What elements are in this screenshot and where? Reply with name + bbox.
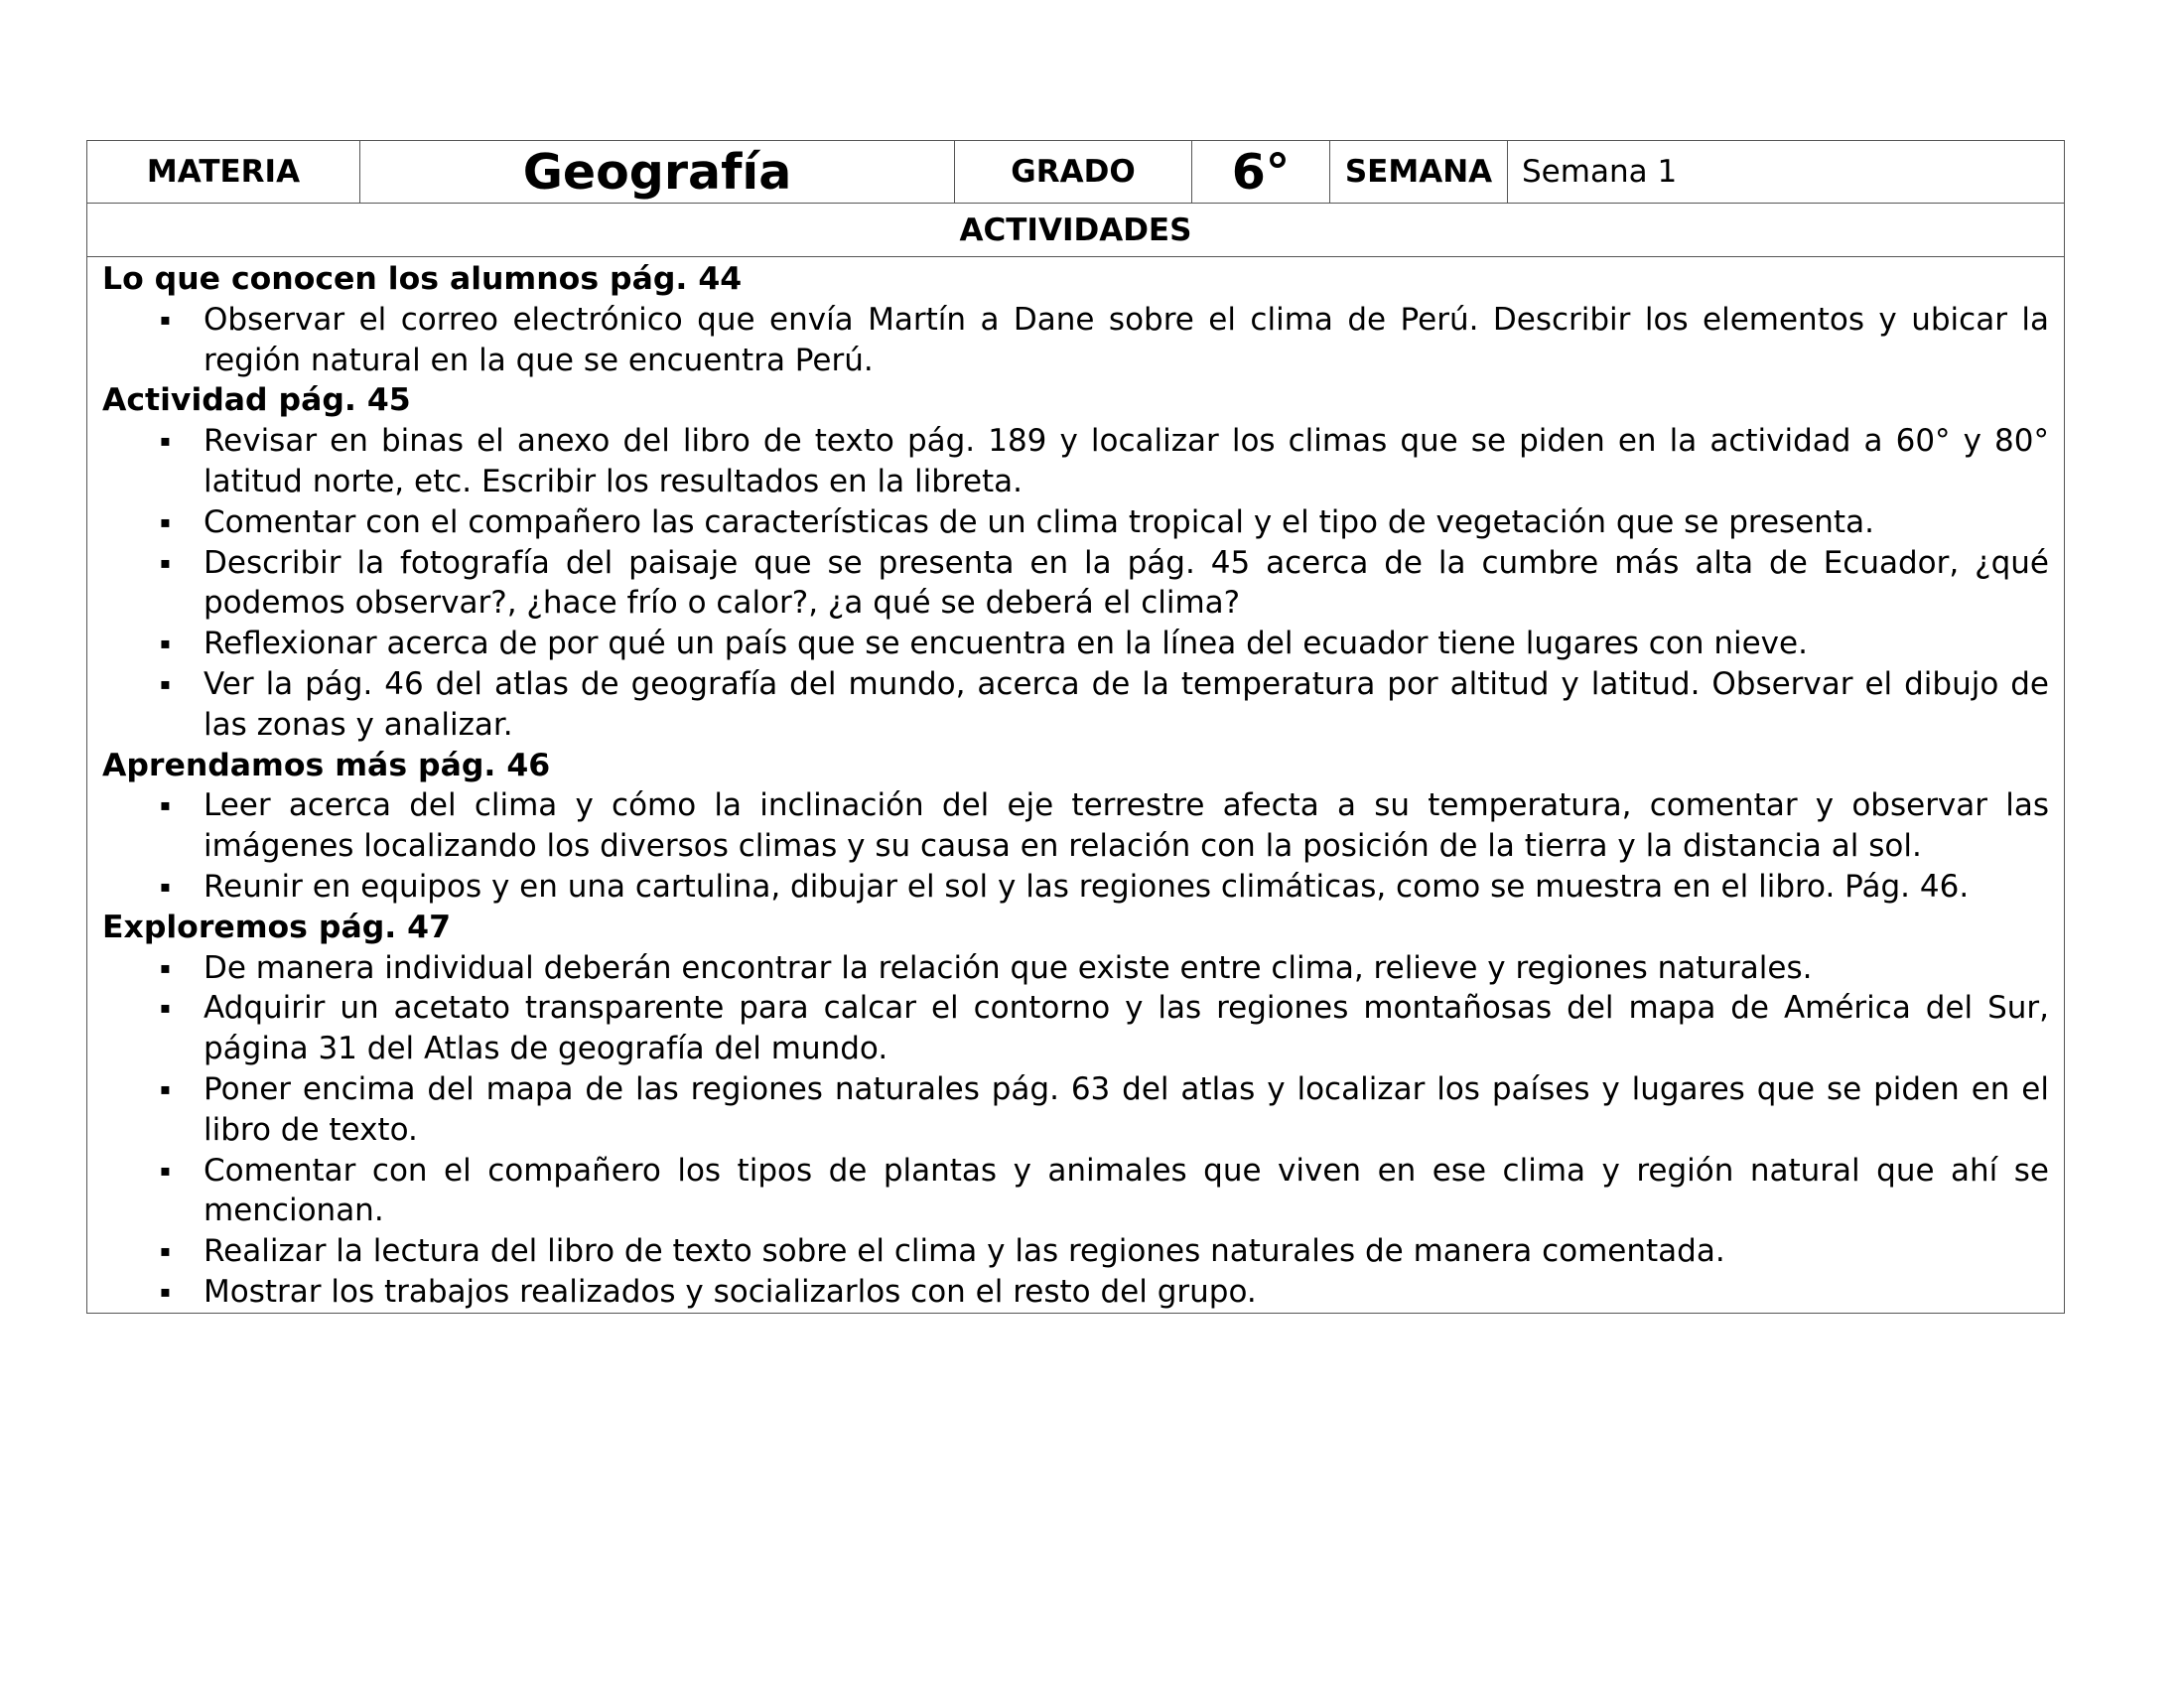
- grado-label: GRADO: [955, 141, 1192, 203]
- square-bullet-icon: ▪: [160, 1241, 171, 1261]
- list-item-text: Adquirir un acetato transparente para calcar el contorno y las regiones montañosas del mapa de América del Sur, página 31 del Atlas de geografía del mundo.: [204, 990, 2049, 1067]
- list-item-text: Reflexionar acerca de por qué un país que se encuentra en la línea del ecuador tiene lugares con nieve.: [204, 626, 1808, 662]
- square-bullet-icon: ▪: [160, 1078, 171, 1098]
- list-item: [102, 664, 2049, 746]
- list-item-text: Poner encima del mapa de las regiones naturales pág. 63 del atlas y localizar los países y lugares que se piden en el libro de texto.: [204, 1070, 2049, 1148]
- semana-value: Semana 1: [1522, 154, 1678, 190]
- header-row: [87, 141, 2064, 204]
- list-item-text: Ver la pág. 46 del atlas de geografía del mundo, acerca de la temperatura por altitud y latitud. Observar el dibujo de las zonas y analizar.: [204, 665, 2049, 743]
- section-list: [102, 785, 2049, 907]
- list-item-text: Comentar con el compañero los tipos de plantas y animales que viven en ese clima y región natural que ahí se mencionan.: [204, 1152, 2049, 1229]
- list-item-text: Observar el correo electrónico que envía Martín a Dane sobre el clima de Perú. Describir los elementos y ubicar la región natural en la que se encuentra Perú.: [204, 301, 2049, 378]
- square-bullet-icon: ▪: [160, 1160, 171, 1180]
- section-title: Aprendamos más pág. 46: [102, 747, 551, 783]
- grado-value: 6°: [1192, 141, 1330, 203]
- section-title: Lo que conocen los alumnos pág. 44: [102, 261, 743, 297]
- list-item-text: Leer acerca del clima y cómo la inclinación del eje terrestre afecta a su temperatura, comentar y observar las imágenes localizando los diversos climas y su causa en relación con la posición de la tierra y la distancia al sol.: [204, 787, 2049, 865]
- square-bullet-icon: ▪: [160, 673, 171, 693]
- list-item-text: De manera individual deberán encontrar la relación que existe entre clima, relieve y regiones naturales.: [204, 949, 1813, 986]
- section-title: Actividad pág. 45: [102, 382, 411, 419]
- square-bullet-icon: ▪: [160, 876, 171, 896]
- section-title: Exploremos pág. 47: [102, 909, 452, 945]
- list-item-text: Realizar la lectura del libro de texto sobre el clima y las regiones naturales de manera comentada.: [204, 1233, 1725, 1270]
- list-item: [102, 1069, 2049, 1151]
- section-list: [102, 948, 2049, 1313]
- list-item: [102, 1231, 2049, 1272]
- list-item: [102, 624, 2049, 664]
- list-item-text: Comentar con el compañero las características de un clima tropical y el tipo de vegetación que se presenta.: [204, 503, 1874, 540]
- list-item: [102, 988, 2049, 1069]
- square-bullet-icon: ▪: [160, 795, 171, 815]
- list-item: [102, 421, 2049, 502]
- list-item: [102, 502, 2049, 543]
- square-bullet-icon: ▪: [160, 1281, 171, 1301]
- list-item: [102, 867, 2049, 908]
- section-list: [102, 300, 2049, 381]
- list-item: [102, 1272, 2049, 1313]
- list-item-text: Revisar en binas el anexo del libro de texto pág. 189 y localizar los climas que se piden en la actividad a 60° y 80° latitud norte, etc. Escribir los resultados en la libreta.: [204, 423, 2049, 499]
- list-item: [102, 300, 2049, 381]
- lesson-plan-table: [86, 140, 2065, 1314]
- square-bullet-icon: ▪: [160, 431, 171, 451]
- square-bullet-icon: ▪: [160, 998, 171, 1018]
- list-item-text: Reunir en equipos y en una cartulina, dibujar el sol y las regiones climáticas, como se muestra en el libro. Pág. 46.: [204, 868, 1970, 905]
- activities-content: [87, 257, 2064, 1313]
- square-bullet-icon: ▪: [160, 633, 171, 653]
- section-list: [102, 421, 2049, 745]
- square-bullet-icon: ▪: [160, 309, 171, 329]
- square-bullet-icon: ▪: [160, 552, 171, 572]
- activities-title: ACTIVIDADES: [87, 204, 2064, 257]
- semana-label: SEMANA: [1330, 141, 1508, 203]
- list-item: [102, 1151, 2049, 1232]
- square-bullet-icon: ▪: [160, 511, 171, 531]
- list-item: [102, 785, 2049, 867]
- materia-label: MATERIA: [87, 141, 360, 203]
- list-item: [102, 543, 2049, 625]
- materia-value: Geografía: [360, 141, 955, 203]
- list-item-text: Describir la fotografía del paisaje que se presenta en la pág. 45 acerca de la cumbre más alta de Ecuador, ¿qué podemos observar?, ¿hace frío o calor?, ¿a qué se deberá el clima?: [204, 544, 2049, 622]
- list-item-text: Mostrar los trabajos realizados y socializarlos con el resto del grupo.: [204, 1273, 1257, 1310]
- square-bullet-icon: ▪: [160, 957, 171, 977]
- list-item: [102, 948, 2049, 989]
